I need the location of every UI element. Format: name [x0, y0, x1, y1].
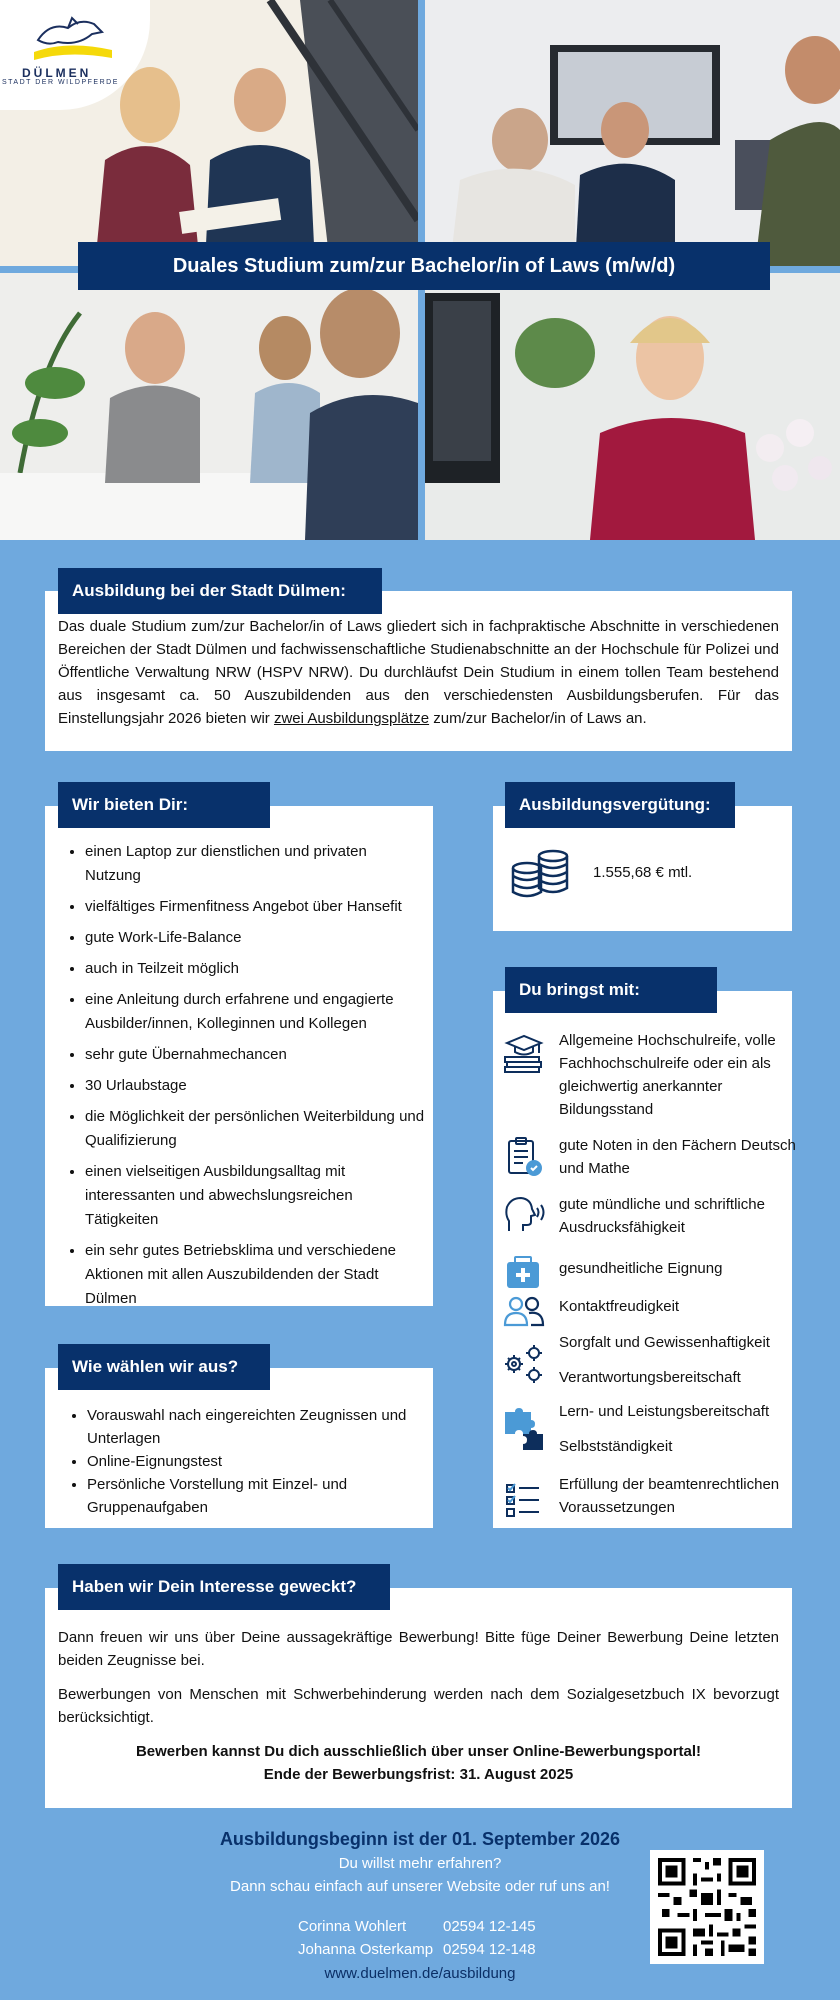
interest-box: [45, 1588, 792, 1808]
website-link[interactable]: www.duelmen.de/ausbildung: [324, 1965, 516, 1982]
contact-1: [298, 1918, 536, 1935]
logo-name: DÜLMEN: [22, 66, 92, 80]
requirement-text: Lern- und Leistungsbereitschaft: [559, 1403, 770, 1420]
requirement-item: [501, 1029, 799, 1121]
requirement-text: gesundheitliche Eignung: [559, 1260, 723, 1277]
intro-text-part1: Das duale Studium zum/zur Bachelor/in of Laws gliedert sich in fachpraktische Abschnitte in verschiedenen Bereichen der Stadt Dülmen und fachwissenschaftliche Studienabschnitte an der Hochschule für Polizei und Öffentliche Verwaltung NRW (HSPV NRW). Du durchläufst Dein Studium in einem tollen Team bestehend aus insgesamt ca. 50 Auszubildenden aus den verschiedensten Ausbildungsberufen. Für das Einstellungsjahr 2026 bieten wir: [58, 618, 779, 727]
requirement-item: [501, 1289, 799, 1335]
list-item: • Persönliche Vorstellung mit Einzel- und Gruppenaufgaben: [87, 1473, 437, 1519]
offer-list: [59, 840, 425, 1318]
requirement-text: Sorgfalt und Gewissenhaftigkeit: [559, 1334, 770, 1351]
requirements-box: [493, 991, 796, 1528]
list-item: • einen Laptop zur dienstlichen und privaten Nutzung: [85, 840, 425, 888]
checklist-icon: [501, 1477, 547, 1523]
offer-box: [45, 806, 433, 1306]
requirement-text: Selbstständigkeit: [559, 1438, 673, 1455]
requirement-item: [559, 1366, 799, 1389]
positions-link: zwei Ausbildungsplätze: [273, 710, 430, 727]
selection-heading: Wie wählen wir aus?: [58, 1344, 270, 1390]
list-item: • einen vielseitigen Ausbildungsalltag mit interessanten und abwechslungsreichen Tätigkeiten: [85, 1160, 425, 1232]
start-date: Ausbildungsbeginn ist der 01. September 2026: [219, 1829, 621, 1849]
graduation-books-icon: [501, 1029, 547, 1075]
requirement-item: [559, 1435, 799, 1458]
qr-code[interactable]: [650, 1850, 764, 1964]
offer-heading: Wir bieten Dir:: [58, 782, 270, 828]
photo-video-meeting: [425, 0, 840, 266]
clipboard-check-icon: [501, 1134, 547, 1180]
requirement-text: Verantwortungsbereitschaft: [559, 1369, 741, 1386]
page-title: Duales Studium zum/zur Bachelor/in of Laws (m/w/d): [78, 242, 770, 290]
list-item: • die Möglichkeit der persönlichen Weiterbildung und Qualifizierung: [85, 1105, 425, 1153]
list-item: • sehr gute Übernahmechancen: [85, 1043, 425, 1067]
list-item: • eine Anleitung durch erfahrene und engagierte Ausbilder/innen, Kolleginnen und Kollegen: [85, 988, 425, 1036]
intro-text-part2: zum/zur Bachelor/in of Laws an.: [429, 710, 647, 727]
contact-phone: 02594 12-145: [443, 1918, 536, 1935]
requirement-item: [501, 1473, 799, 1519]
intro-text: [58, 615, 779, 730]
logo-tagline: STADT DER WILDPFERDE: [2, 79, 119, 86]
list-item: • gute Work-Life-Balance: [85, 926, 425, 950]
contact-phone: 02594 12-148: [443, 1941, 536, 1958]
interest-heading: Haben wir Dein Interesse geweckt?: [58, 1564, 390, 1610]
requirement-item: [501, 1134, 799, 1180]
wild-horse-logo-icon: [28, 10, 118, 65]
pay-heading: Ausbildungsvergütung:: [505, 782, 735, 828]
requirement-text: gute mündliche und schriftliche Ausdrucksfähigkeit: [559, 1196, 765, 1236]
portal-notice: Bewerben kannst Du dich ausschließlich über unser Online-Bewerbungsportal!: [135, 1743, 702, 1760]
list-item: • ein sehr gutes Betriebsklima und verschiedene Aktionen mit allen Auszubildenden der Stadt Dülmen: [85, 1239, 425, 1311]
requirement-text: gute Noten in den Fächern Deutsch und Mathe: [559, 1137, 796, 1177]
requirements-heading: Du bringst mit:: [505, 967, 717, 1013]
requirement-item: [501, 1193, 799, 1239]
interest-text-2: Bewerbungen von Menschen mit Schwerbehinderung werden nach dem Sozialgesetzbuch IX bevorzugt berücksichtigt.: [58, 1686, 779, 1726]
photo-desk-meeting: [0, 273, 418, 540]
requirement-text: Erfüllung der beamtenrechtlichen Voraussetzungen: [559, 1476, 780, 1516]
gears-icon: [501, 1341, 547, 1387]
selection-box: [45, 1368, 433, 1528]
list-item: • vielfältiges Firmenfitness Angebot über Hansefit: [85, 895, 425, 919]
requirement-text: Kontaktfreudigkeit: [559, 1298, 680, 1315]
interest-text-1: Dann freuen wir uns über Deine aussagekräftige Bewerbung! Bitte füge Deiner Bewerbung Deine letzten beiden Zeugnisse bei.: [58, 1629, 779, 1669]
list-item: • 30 Urlaubstage: [85, 1074, 425, 1098]
coins-icon: [507, 846, 573, 902]
footer-line-1: Du willst mehr erfahren?: [338, 1855, 502, 1872]
pay-amount: 1.555,68 € mtl.: [593, 864, 693, 881]
people-icon: [501, 1289, 547, 1335]
list-item: • Online-Eignungstest: [87, 1450, 437, 1473]
selection-list: [61, 1404, 437, 1519]
intro-box: [45, 591, 792, 751]
contact-name: Corinna Wohlert: [298, 1918, 407, 1935]
requirement-text: Allgemeine Hochschulreife, volle Fachhochschulreife oder ein als gleichwertig anerkannter Bildungsstand: [559, 1032, 776, 1118]
photo-smiling-employee: [425, 273, 840, 540]
footer-line-2: Dann schau einfach auf unserer Website oder ruf uns an!: [230, 1878, 610, 1895]
contact-name: Johanna Osterkamp: [298, 1941, 434, 1958]
puzzle-icon: [501, 1406, 547, 1452]
qr-code-icon: [650, 1850, 764, 1964]
deadline: Ende der Bewerbungsfrist: 31. August 2025: [263, 1766, 574, 1783]
contact-2: [298, 1941, 536, 1958]
speaking-head-icon: [501, 1193, 547, 1239]
list-item: • Vorauswahl nach eingereichten Zeugnissen und Unterlagen: [87, 1404, 437, 1450]
list-item: • auch in Teilzeit möglich: [85, 957, 425, 981]
intro-heading: Ausbildung bei der Stadt Dülmen:: [58, 568, 382, 614]
